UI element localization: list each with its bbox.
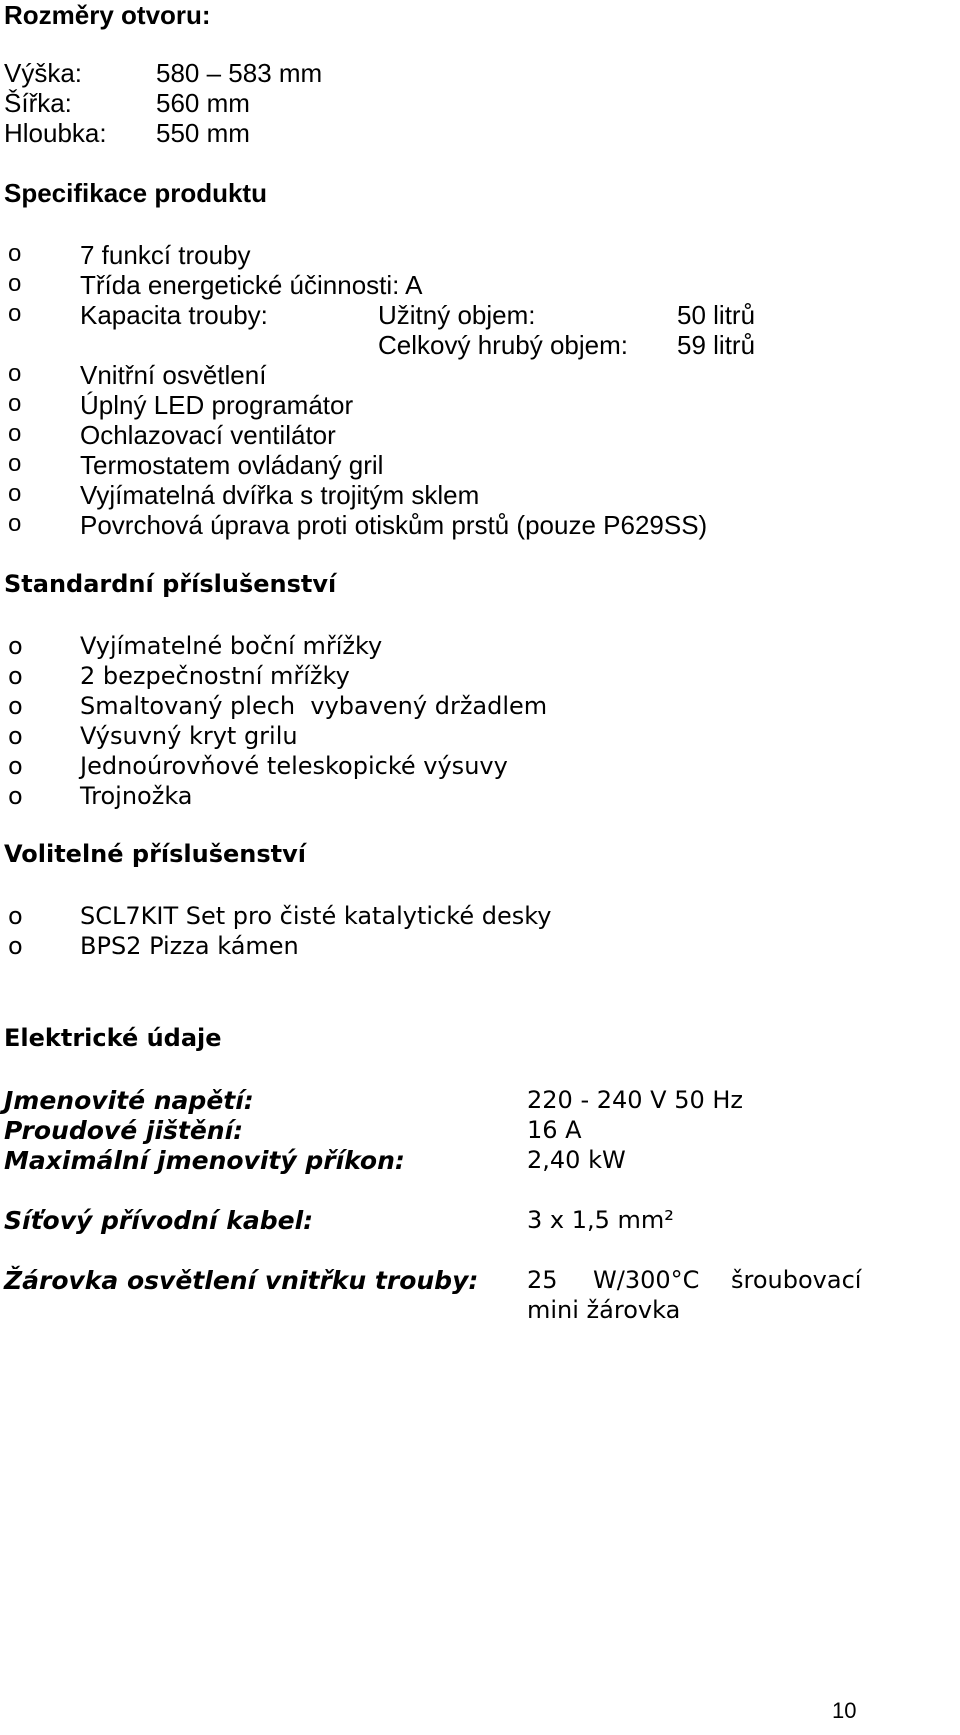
list-bullet: o (8, 450, 22, 477)
list-bullet: o (8, 390, 22, 417)
rated-voltage-value: 220 - 240 V 50 Hz (527, 1086, 744, 1114)
width-value: 560 mm (156, 88, 250, 118)
power-cable-label: Síťový přívodní kabel: (4, 1206, 314, 1235)
list-item: BPS2 Pizza kámen (80, 932, 299, 960)
list-item: Termostatem ovládaný gril (80, 450, 384, 480)
list-item: Úplný LED programátor (80, 390, 354, 420)
list-bullet: o (8, 510, 22, 537)
power-cable-value: 3 x 1,5 mm² (527, 1206, 674, 1234)
list-item: SCL7KIT Set pro čisté katalytické desky (80, 902, 552, 930)
opening-dimensions-title: Rozměry otvoru: (4, 0, 211, 30)
list-item: Povrchová úprava proti otiskům prstů (pouze P629SS) (80, 510, 708, 540)
depth-value: 550 mm (156, 118, 250, 148)
gross-volume-value: 59 litrů (677, 330, 756, 360)
usable-volume-label: Užitný objem: (378, 300, 536, 330)
list-item: Třída energetické účinnosti: A (80, 270, 423, 300)
list-bullet: o (8, 270, 22, 297)
fuse-label: Proudové jištění: (4, 1116, 244, 1145)
height-value: 580 – 583 mm (156, 58, 323, 88)
list-item: Výsuvný kryt grilu (80, 722, 298, 750)
list-bullet: o (8, 240, 22, 267)
standard-accessories-title: Standardní příslušenství (4, 570, 337, 598)
list-bullet: o (8, 300, 22, 327)
list-bullet: o (8, 480, 22, 507)
list-item: 7 funkcí trouby (80, 240, 251, 270)
list-item: Vyjímatelná dvířka s trojitým sklem (80, 480, 480, 510)
list-item: Vyjímatelné boční mřížky (80, 632, 383, 660)
list-item: 2 bezpečnostní mřížky (80, 662, 350, 690)
list-bullet: o (8, 932, 23, 960)
fuse-value: 16 A (527, 1116, 582, 1144)
usable-volume-value: 50 litrů (677, 300, 756, 330)
product-spec-title: Specifikace produktu (4, 178, 267, 208)
rated-voltage-label: Jmenovité napětí: (4, 1086, 254, 1115)
list-item: Trojnožka (80, 782, 193, 810)
list-item: Vnitřní osvětlení (80, 360, 267, 390)
list-bullet: o (8, 692, 23, 720)
oven-bulb-value-part3: šroubovací (731, 1266, 862, 1294)
list-bullet: o (8, 420, 22, 447)
depth-label: Hloubka: (4, 118, 107, 148)
max-power-value: 2,40 kW (527, 1146, 626, 1174)
list-bullet: o (8, 902, 23, 930)
list-bullet: o (8, 782, 23, 810)
oven-bulb-value-part2: W/300°C (593, 1266, 700, 1294)
list-item: Smaltovaný plech vybavený držadlem (80, 692, 548, 720)
optional-accessories-title: Volitelné příslušenství (4, 840, 307, 868)
list-bullet: o (8, 360, 22, 387)
list-bullet: o (8, 662, 23, 690)
list-bullet: o (8, 752, 23, 780)
oven-bulb-value-line2: mini žárovka (527, 1296, 681, 1324)
gross-volume-label: Celkový hrubý objem: (378, 330, 628, 360)
width-label: Šířka: (4, 88, 72, 118)
list-bullet: o (8, 632, 23, 660)
page-number: 10 (832, 1698, 857, 1723)
max-power-label: Maximální jmenovitý příkon: (4, 1146, 405, 1175)
electrical-title: Elektrické údaje (4, 1024, 222, 1052)
oven-bulb-value-part1: 25 (527, 1266, 558, 1294)
list-item: Kapacita trouby: (80, 300, 268, 330)
list-item: Jednoúrovňové teleskopické výsuvy (80, 752, 508, 780)
list-bullet: o (8, 722, 23, 750)
oven-bulb-label: Žárovka osvětlení vnitřku trouby: (4, 1266, 479, 1295)
height-label: Výška: (4, 58, 83, 88)
list-item: Ochlazovací ventilátor (80, 420, 336, 450)
